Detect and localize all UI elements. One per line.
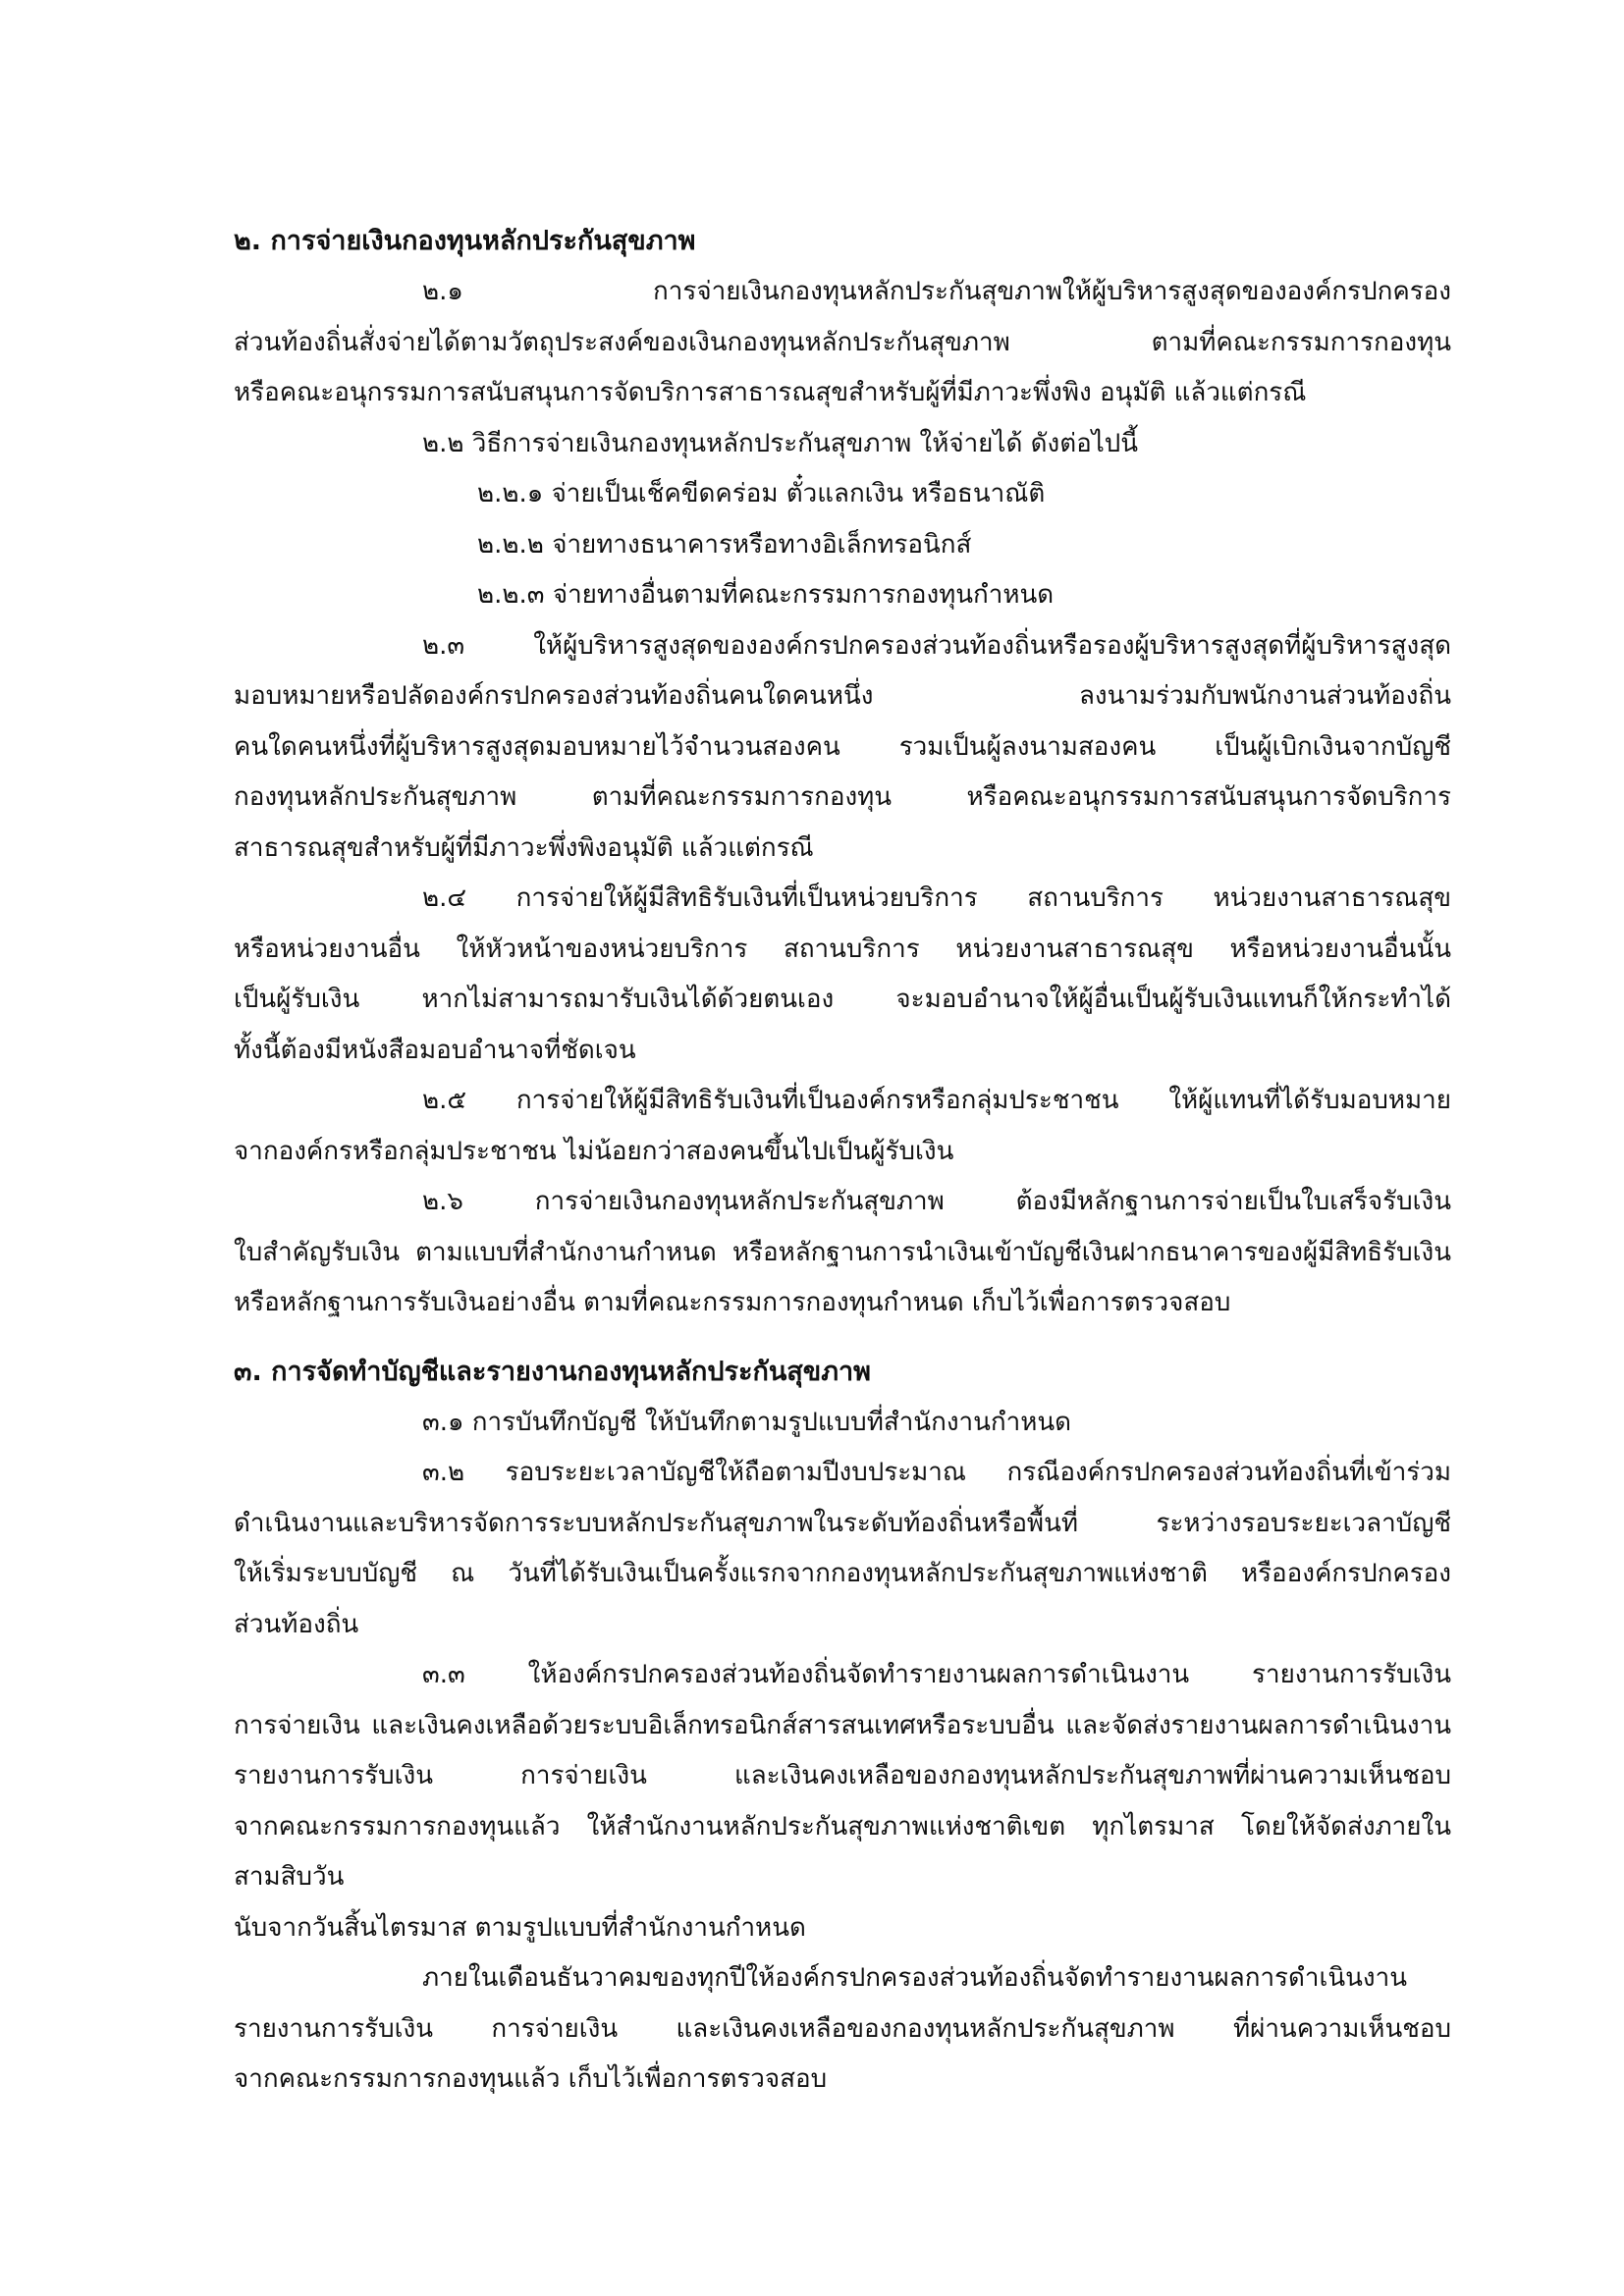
paragraph-line: จากคณะกรรมการกองทุนแล้ว เก็บไว้เพื่อการตรวจสอบ [234,2064,828,2094]
list-item-2-2-1: ๒.๒.๑ จ่ายเป็นเช็คขีดคร่อม ตั๋วแลกเงิน หรือธนาณัติ [477,479,1046,508]
paragraph-2-6 [234,1177,1451,1329]
paragraph-line: ๓.๒ รอบระยะเวลาบัญชีให้ถือตามปีงบประมาณ กรณีองค์กรปกครองส่วนท้องถิ่นที่เข้าร่วม [422,1458,1451,1487]
paragraph-2-3 [234,621,1451,875]
paragraph-line: ส่วนท้องถิ่นสั่งจ่ายได้ตามวัตถุประสงค์ของเงินกองทุนหลักประกันสุขภาพ ตามที่คณะกรรมการกองทุน [234,327,1451,357]
paragraph-line: รายงานการรับเงิน การจ่ายเงิน และเงินคงเหลือของกองทุนหลักประกันสุขภาพ ที่ผ่านความเห็นชอบ [234,2013,1451,2044]
paragraph-2-5 [234,1076,1451,1177]
list-item-2-2-3: ๒.๒.๓ จ่ายทางอื่นตามที่คณะกรรมการกองทุนกำหนด [477,580,1055,610]
paragraph-line: การจ่ายเงิน และเงินคงเหลือด้วยระบบอิเล็กทรอนิกส์สารสนเทศหรือระบบอื่น และจัดส่งรายงานผลการดำเนินงาน [234,1710,1451,1740]
paragraph-line: ส่วนท้องถิ่น [234,1609,359,1639]
paragraph-line: ให้เริ่มระบบบัญชี ณ วันที่ได้รับเงินเป็นครั้งแรกจากกองทุนหลักประกันสุขภาพแห่งชาติ หรือองค์กรปกครอง [234,1559,1451,1588]
paragraph-3-2 [234,1448,1451,1650]
paragraph-line: สาธารณสุขสำหรับผู้ที่มีภาวะพึ่งพิงอนุมัติ แล้วแต่กรณี [234,832,814,863]
paragraph-line: เป็นผู้รับเงิน หากไม่สามารถมารับเงินได้ด้วยตนเอง จะมอบอำนาจให้ผู้อื่นเป็นผู้รับเงินแทนก็ให้กระทำได้ [234,985,1451,1014]
paragraph-line: นับจากวันสิ้นไตรมาส ตามรูปแบบที่สำนักงานกำหนด [234,1912,806,1943]
paragraph-line: คนใดคนหนึ่งที่ผู้บริหารสูงสุดมอบหมายไว้จำนวนสองคน รวมเป็นผู้ลงนามสองคน เป็นผู้เบิกเงินจากบัญชี [234,731,1451,762]
paragraph-line: จากคณะกรรมการกองทุนแล้ว ให้สำนักงานหลักประกันสุขภาพแห่งชาติเขต ทุกไตรมาส โดยให้จัดส่งภายในสามสิบวัน [234,1811,1451,1892]
paragraph-line: รายงานการรับเงิน การจ่ายเงิน และเงินคงเหลือของกองทุนหลักประกันสุขภาพที่ผ่านความเห็นชอบ [234,1761,1451,1790]
paragraph-2-2: ๒.๒ วิธีการจ่ายเงินกองทุนหลักประกันสุขภาพ ให้จ่ายได้ ดังต่อไปนี้ [422,428,1139,458]
section-2-heading: ๒. การจ่ายเงินกองทุนหลักประกันสุขภาพ [234,226,696,256]
paragraph-line: จากองค์กรหรือกลุ่มประชาชน ไม่น้อยกว่าสองคนขึ้นไปเป็นผู้รับเงิน [234,1136,954,1166]
paragraph-line: หรือหน่วยงานอื่น ให้หัวหน้าของหน่วยบริการ สถานบริการ หน่วยงานสาธารณสุข หรือหน่วยงานอื่นนั้น [234,934,1451,964]
paragraph-line: ใบสำคัญรับเงิน ตามแบบที่สำนักงานกำหนด หรือหลักฐานการนำเงินเข้าบัญชีเงินฝากธนาคารของผู้มีสิทธิรับเงิน [234,1237,1451,1267]
paragraph-line: หรือหลักฐานการรับเงินอย่างอื่น ตามที่คณะกรรมการกองทุนกำหนด เก็บไว้เพื่อการตรวจสอบ [234,1288,1231,1317]
paragraph-line: ภายในเดือนธันวาคมของทุกปีให้องค์กรปกครองส่วนท้องถิ่นจัดทำรายงานผลการดำเนินงาน [422,1963,1407,1993]
paragraph-3-4 [234,1953,1451,2106]
paragraph-line: ดำเนินงานและบริหารจัดการระบบหลักประกันสุขภาพในระดับท้องถิ่นหรือพื้นที่ ระหว่างรอบระยะเวลาบัญชี [234,1508,1451,1538]
paragraph-line: หรือคณะอนุกรรมการสนับสนุนการจัดบริการสาธารณสุขสำหรับผู้ที่มีภาวะพึ่งพิง อนุมัติ แล้วแต่กรณี [234,378,1307,407]
paragraph-3-1: ๓.๑ การบันทึกบัญชี ให้บันทึกตามรูปแบบที่สำนักงานกำหนด [422,1407,1072,1437]
paragraph-line: ๓.๓ ให้องค์กรปกครองส่วนท้องถิ่นจัดทำรายงานผลการดำเนินงาน รายงานการรับเงิน [422,1660,1451,1689]
paragraph-line: ๒.๓ ให้ผู้บริหารสูงสุดขององค์กรปกครองส่วนท้องถิ่นหรือรองผู้บริหารสูงสุดที่ผู้บริหารสูงสุด [422,630,1451,661]
paragraph-2-1 [234,267,1451,419]
paragraph-line: กองทุนหลักประกันสุขภาพ ตามที่คณะกรรมการกองทุน หรือคณะอนุกรรมการสนับสนุนการจัดบริการ [234,782,1451,812]
paragraph-3-3 [234,1650,1451,1953]
paragraph-line: ๒.๖ การจ่ายเงินกองทุนหลักประกันสุขภาพ ต้องมีหลักฐานการจ่ายเป็นใบเสร็จรับเงิน [422,1187,1451,1216]
paragraph-line: ๒.๕ การจ่ายให้ผู้มีสิทธิรับเงินที่เป็นองค์กรหรือกลุ่มประชาชน ให้ผู้แทนที่ได้รับมอบหมาย [422,1086,1451,1115]
list-item-2-2-2: ๒.๒.๒ จ่ายทางธนาคารหรือทางอิเล็กทรอนิกส์ [477,529,972,560]
document-body [234,216,1451,2106]
paragraph-2-4 [234,874,1451,1076]
paragraph-line: ทั้งนี้ต้องมีหนังสือมอบอำนาจที่ชัดเจน [234,1035,636,1065]
paragraph-line: ๒.๔ การจ่ายให้ผู้มีสิทธิรับเงินที่เป็นหน่วยบริการ สถานบริการ หน่วยงานสาธารณสุข [422,883,1451,913]
paragraph-line: มอบหมายหรือปลัดองค์กรปกครองส่วนท้องถิ่นคนใดคนหนึ่ง ลงนามร่วมกับพนักงานส่วนท้องถิ่น [234,681,1451,711]
section-3-heading: ๓. การจัดทำบัญชีและรายงานกองทุนหลักประกันสุขภาพ [234,1356,871,1387]
paragraph-line: ๒.๑ การจ่ายเงินกองทุนหลักประกันสุขภาพให้ผู้บริหารสูงสุดขององค์กรปกครอง [422,277,1451,306]
